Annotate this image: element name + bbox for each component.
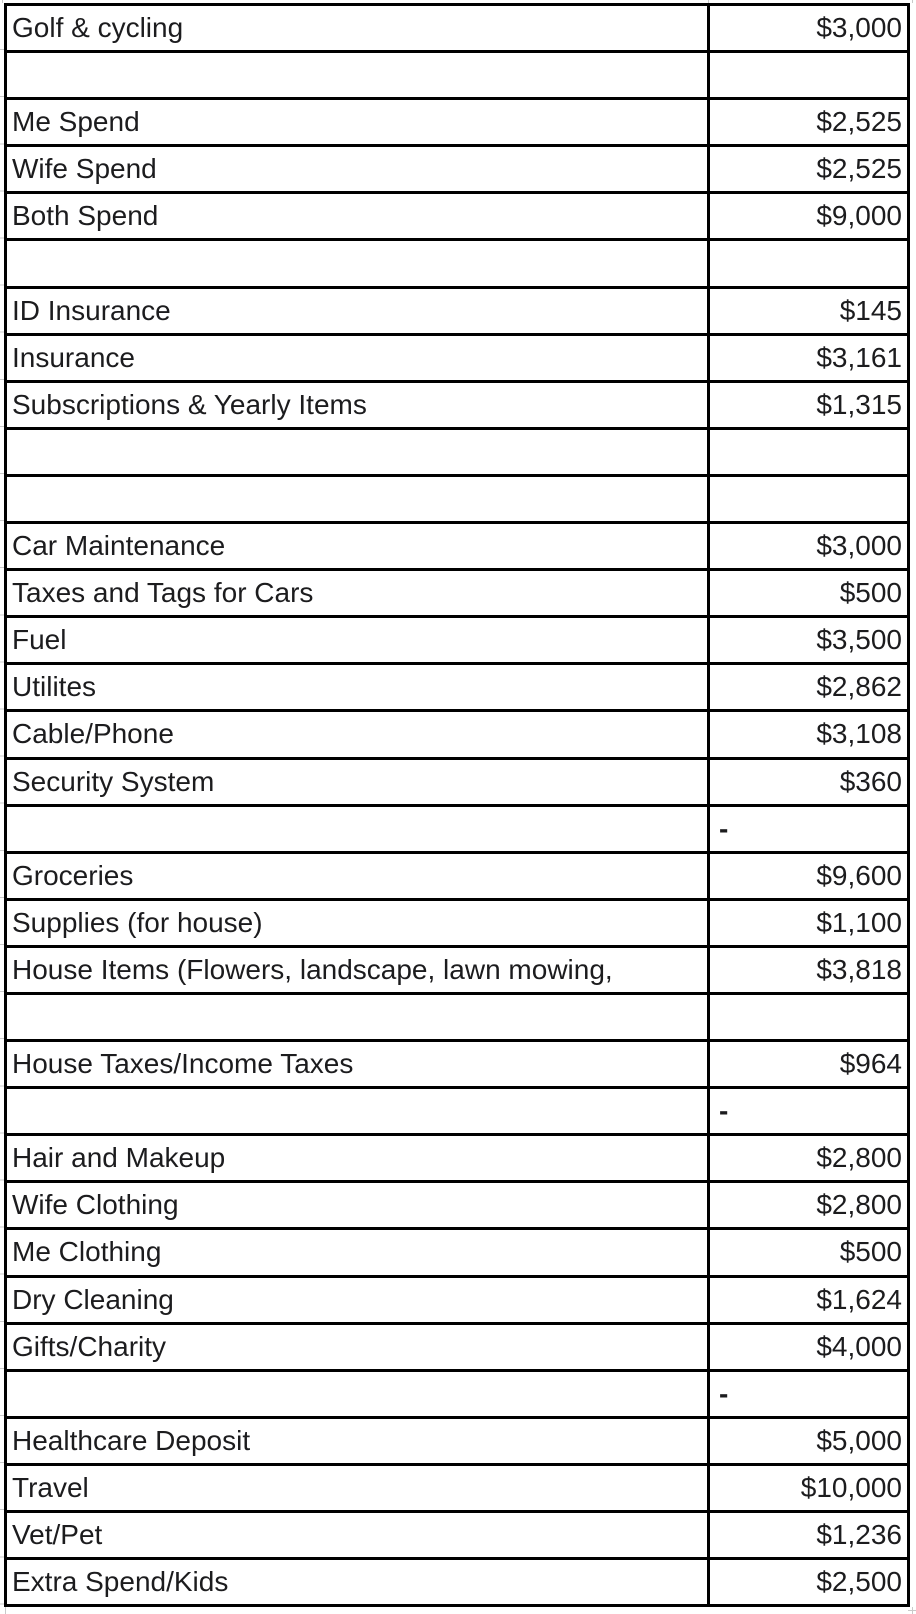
category-cell[interactable]: Subscriptions & Yearly Items xyxy=(7,383,710,430)
amount-cell[interactable]: $1,100 xyxy=(710,901,907,948)
category-cell[interactable]: Healthcare Deposit xyxy=(7,1419,710,1466)
amount-cell[interactable] xyxy=(710,430,907,477)
gridline-stub-top-b xyxy=(912,0,913,3)
amount-cell[interactable]: $2,525 xyxy=(710,100,907,147)
budget-table xyxy=(4,3,910,1607)
category-cell[interactable] xyxy=(7,241,710,288)
amount-cell[interactable]: $2,500 xyxy=(710,1560,907,1607)
amount-cell[interactable]: $3,000 xyxy=(710,524,907,571)
amount-cell[interactable]: $1,236 xyxy=(710,1513,907,1560)
category-cell[interactable] xyxy=(7,807,710,854)
category-cell[interactable] xyxy=(7,995,710,1042)
category-cell[interactable]: Hair and Makeup xyxy=(7,1136,710,1183)
amount-cell[interactable]: $1,315 xyxy=(710,383,907,430)
amount-cell[interactable]: - xyxy=(710,807,907,854)
category-cell[interactable]: Security System xyxy=(7,760,710,807)
amount-cell[interactable]: $10,000 xyxy=(710,1466,907,1513)
amount-cell[interactable]: - xyxy=(710,1089,907,1136)
category-cell[interactable] xyxy=(7,430,710,477)
category-cell[interactable]: ID Insurance xyxy=(7,289,710,336)
category-cell[interactable] xyxy=(7,53,710,100)
category-cell[interactable]: Extra Spend/Kids xyxy=(7,1560,710,1607)
amount-cell[interactable]: $3,500 xyxy=(710,618,907,665)
amount-cell[interactable]: $360 xyxy=(710,760,907,807)
category-cell[interactable]: Golf & cycling xyxy=(7,6,710,53)
category-cell[interactable]: Groceries xyxy=(7,854,710,901)
category-cell[interactable]: Wife Clothing xyxy=(7,1183,710,1230)
amount-cell[interactable]: $5,000 xyxy=(710,1419,907,1466)
category-cell[interactable]: Travel xyxy=(7,1466,710,1513)
category-cell[interactable] xyxy=(7,1372,710,1419)
amount-cell[interactable] xyxy=(710,995,907,1042)
category-cell[interactable]: Both Spend xyxy=(7,194,710,241)
amount-cell[interactable] xyxy=(710,241,907,288)
category-cell[interactable]: Vet/Pet xyxy=(7,1513,710,1560)
category-cell[interactable]: Wife Spend xyxy=(7,147,710,194)
category-cell[interactable]: Dry Cleaning xyxy=(7,1278,710,1325)
category-cell[interactable]: Cable/Phone xyxy=(7,712,710,759)
category-cell[interactable]: House Items (Flowers, landscape, lawn mowing, xyxy=(7,948,710,995)
category-cell[interactable]: Car Maintenance xyxy=(7,524,710,571)
category-cell[interactable]: Taxes and Tags for Cars xyxy=(7,571,710,618)
amount-cell[interactable]: $2,800 xyxy=(710,1136,907,1183)
amount-cell[interactable]: $2,525 xyxy=(710,147,907,194)
gridline-stub-top-a xyxy=(2,0,3,3)
amount-cell[interactable]: $2,800 xyxy=(710,1183,907,1230)
gridline-stub-bottom-right-h xyxy=(908,1610,916,1611)
amount-cell[interactable]: $9,600 xyxy=(710,854,907,901)
amount-cell[interactable]: $3,818 xyxy=(710,948,907,995)
category-cell[interactable]: Gifts/Charity xyxy=(7,1325,710,1372)
amount-cell[interactable]: $4,000 xyxy=(710,1325,907,1372)
amount-cell[interactable]: $9,000 xyxy=(710,194,907,241)
gridline-stub-bottom-left xyxy=(5,1607,6,1614)
category-cell[interactable]: Utilites xyxy=(7,665,710,712)
amount-cell[interactable]: $500 xyxy=(710,1230,907,1277)
category-cell[interactable]: Fuel xyxy=(7,618,710,665)
amount-cell[interactable]: $2,862 xyxy=(710,665,907,712)
category-cell[interactable]: Me Spend xyxy=(7,100,710,147)
amount-cell[interactable]: $145 xyxy=(710,289,907,336)
amount-cell[interactable]: $964 xyxy=(710,1042,907,1089)
category-cell[interactable]: Insurance xyxy=(7,336,710,383)
amount-cell[interactable]: $500 xyxy=(710,571,907,618)
category-cell[interactable] xyxy=(7,1089,710,1136)
category-cell[interactable] xyxy=(7,477,710,524)
category-cell[interactable]: Me Clothing xyxy=(7,1230,710,1277)
amount-cell[interactable]: $3,108 xyxy=(710,712,907,759)
category-cell[interactable]: House Taxes/Income Taxes xyxy=(7,1042,710,1089)
amount-cell[interactable]: $1,624 xyxy=(710,1278,907,1325)
amount-cell[interactable]: - xyxy=(710,1372,907,1419)
category-cell[interactable]: Supplies (for house) xyxy=(7,901,710,948)
amount-cell[interactable] xyxy=(710,477,907,524)
amount-cell[interactable]: $3,000 xyxy=(710,6,907,53)
amount-cell[interactable] xyxy=(710,53,907,100)
amount-cell[interactable]: $3,161 xyxy=(710,336,907,383)
